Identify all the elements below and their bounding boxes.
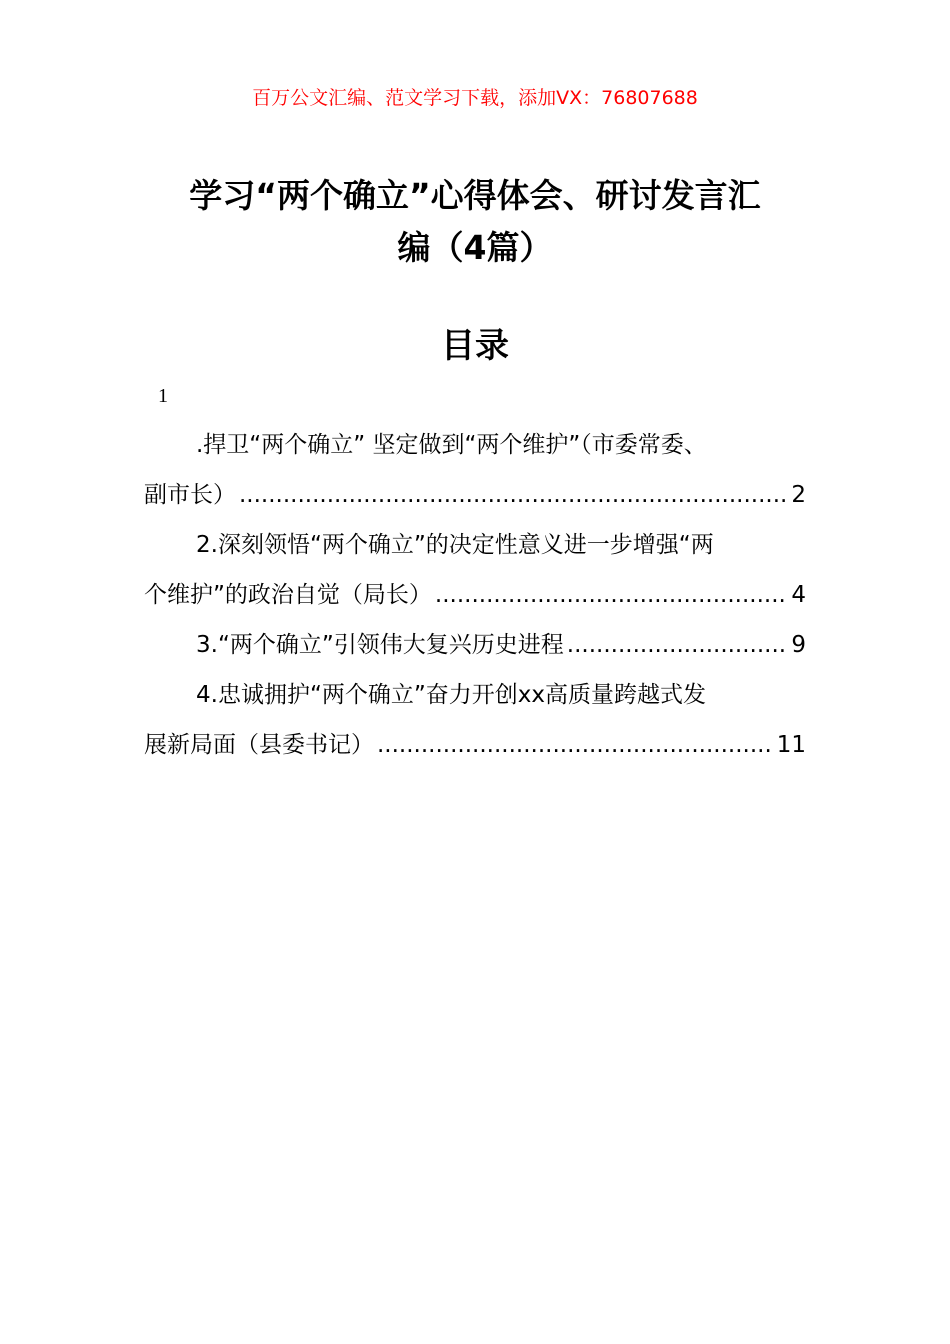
document-title xyxy=(140,170,810,274)
page-marker: 1 xyxy=(158,385,168,407)
toc-entry-4-line-2 xyxy=(144,720,806,770)
toc-entry-1-text: .捍卫“两个确立” 坚定做到“两个维护”（市委常委、 xyxy=(196,432,707,458)
toc-entry-4-text: 4.忠诚拥护“两个确立”奋力开创xx高质量跨越式发 xyxy=(196,682,706,708)
toc-entry-3-text: 3.“两个确立”引领伟大复兴历史进程 xyxy=(196,632,564,658)
toc-entry-3-line-1 xyxy=(144,620,806,670)
toc-entry-4[interactable] xyxy=(144,670,806,770)
header-banner: 百万公文汇编、范文学习下载，添加VX：76807688 xyxy=(252,87,698,109)
toc-heading: 目录 xyxy=(441,326,509,366)
toc-entry-1[interactable] xyxy=(144,420,806,520)
toc-leader-dots xyxy=(567,620,789,670)
toc-entry-4-text-cont: 展新局面（县委书记） xyxy=(144,732,374,758)
toc-leader-dots xyxy=(377,720,774,770)
toc-entry-2-page: 4 xyxy=(791,582,806,608)
toc-entry-4-line-1 xyxy=(144,670,806,720)
toc-leader-dots xyxy=(435,570,788,620)
toc-entry-3-page: 9 xyxy=(791,632,806,658)
toc-entry-3[interactable] xyxy=(144,620,806,670)
toc-entry-2-text: 2.深刻领悟“两个确立”的决定性意义进一步增强“两 xyxy=(196,532,714,558)
toc-entry-2[interactable] xyxy=(144,520,806,620)
table-of-contents xyxy=(144,420,806,770)
toc-entry-1-page: 2 xyxy=(791,482,806,508)
document-title-line-1: 学习“两个确立”心得体会、研讨发言汇 xyxy=(189,176,761,215)
toc-leader-dots xyxy=(239,470,788,520)
toc-entry-1-line-1 xyxy=(144,420,886,470)
toc-entry-2-line-1 xyxy=(144,520,806,570)
toc-entry-2-text-cont: 个维护”的政治自觉（局长） xyxy=(144,582,432,608)
toc-entry-1-line-2 xyxy=(144,470,806,520)
toc-entry-4-page: 11 xyxy=(776,732,806,758)
document-title-line-2: 编（4篇） xyxy=(397,228,553,267)
toc-entry-2-line-2 xyxy=(144,570,806,620)
toc-entry-1-text-cont: 副市长） xyxy=(144,482,236,508)
